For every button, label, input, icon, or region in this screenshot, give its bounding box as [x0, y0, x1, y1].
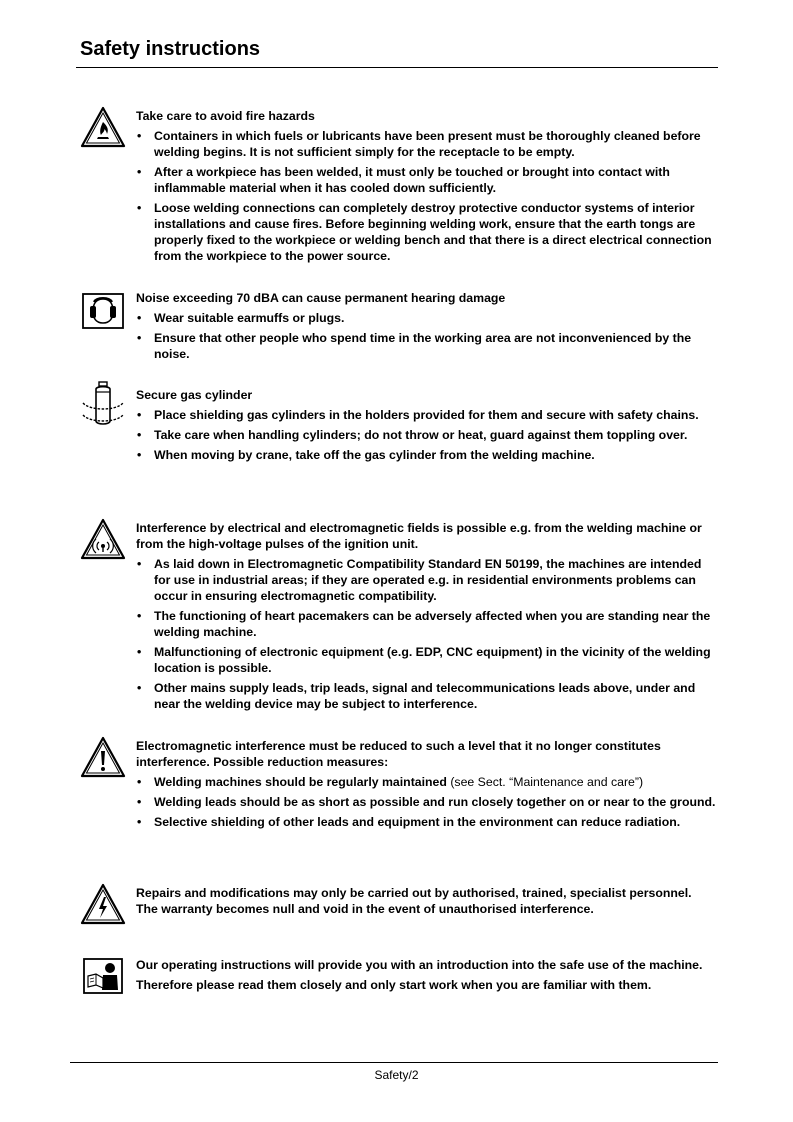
- fire-hazard-warning-icon: [80, 104, 126, 150]
- list-item: [136, 774, 716, 790]
- list-item: • Wear suitable earmuffs or plugs.: [136, 310, 716, 326]
- bullet-list: [136, 310, 716, 362]
- list-item: • The functioning of heart pacemakers can be adversely affected when you are standing near the welding machine.: [136, 608, 716, 640]
- section-paragraph: Therefore please read them closely and only start work when you are familiar with them.: [136, 978, 652, 992]
- section-paragraph: The warranty becomes null and void in the event of unauthorised interference.: [136, 902, 594, 916]
- general-warning-icon: [80, 734, 126, 780]
- list-item: • Other mains supply leads, trip leads, signal and telecommunications leads above, under and near the welding device may be subject to interference.: [136, 680, 716, 712]
- section-heading: Interference by electrical and electromagnetic fields is possible e.g. from the welding machine or from the high-voltage pulses of the ignition unit.: [136, 521, 702, 551]
- list-item: • Ensure that other people who spend time in the working area are not inconvenienced by the noise.: [136, 330, 716, 362]
- section-heading: Our operating instructions will provide you with an introduction into the safe use of the machine.: [136, 958, 703, 972]
- section-heading: Noise exceeding 70 dBA can cause permanent hearing damage: [136, 291, 506, 305]
- list-item: • Malfunctioning of electronic equipment (e.g. EDP, CNC equipment) in the vicinity of the welding location is possible.: [136, 644, 716, 676]
- bullet-list: [136, 407, 716, 463]
- list-item: • As laid down in Electromagnetic Compatibility Standard EN 50199, the machines are intended for use in industrial areas; if they are operated e.g. in residential environments problems can occur in ensuring electromagnetic compatibility.: [136, 556, 716, 604]
- section-heading: Repairs and modifications may only be carried out by authorised, trained, specialist personnel.: [136, 886, 692, 900]
- section-heading: Secure gas cylinder: [136, 388, 253, 402]
- electrical-hazard-warning-icon: [80, 881, 126, 927]
- list-item: [136, 814, 716, 830]
- list-item: • After a workpiece has been welded, it must only be touched or brought into contact with inflammable material when it has cooled down sufficiently.: [136, 164, 716, 196]
- list-item-bold-text: Welding leads should be as short as possible and run closely together on or near to the ground.: [154, 795, 716, 809]
- electromagnetic-field-warning-icon: [80, 516, 126, 562]
- page-title: Safety instructions: [80, 38, 261, 60]
- list-item: • Containers in which fuels or lubricants have been present must be thoroughly cleaned before welding begins. It is not sufficient simply for the receptacle to be empty.: [136, 128, 716, 160]
- list-item-bold-text: Selective shielding of other leads and equipment in the environment can reduce radiation.: [154, 815, 681, 829]
- list-item: • Place shielding gas cylinders in the holders provided for them and secure with safety chains.: [136, 407, 716, 423]
- section-heading: Take care to avoid fire hazards: [136, 109, 315, 123]
- bullet-list: [136, 774, 716, 830]
- bullet-list: [136, 556, 716, 712]
- footer-divider: [70, 1062, 718, 1063]
- bullet-list: [136, 128, 716, 264]
- read-manual-icon: [80, 953, 126, 999]
- gas-cylinder-chain-icon: [80, 383, 126, 429]
- list-item: • When moving by crane, take off the gas cylinder from the welding machine.: [136, 447, 716, 463]
- list-item: • Take care when handling cylinders; do not throw or heat, guard against them toppling over.: [136, 427, 716, 443]
- section-heading: Electromagnetic interference must be reduced to such a level that it no longer constitutes interference. Possible reduction measures:: [136, 739, 661, 769]
- ear-protection-icon: [80, 288, 126, 334]
- title-divider: [76, 67, 718, 68]
- list-item: [136, 794, 716, 810]
- list-item-bold-text: Welding machines should be regularly maintained: [154, 775, 447, 789]
- list-item: • Loose welding connections can completely destroy protective conductor systems of interior installations and cause fires. Before beginning welding work, ensure that the earth tongs are properly fixed to the workpiece or welding bench and that there is a direct electrical connection from the workpiece to the power source.: [136, 200, 716, 264]
- page-footer: Safety/2: [374, 1068, 419, 1082]
- list-item-note: (see Sect. “Maintenance and care”): [446, 775, 644, 789]
